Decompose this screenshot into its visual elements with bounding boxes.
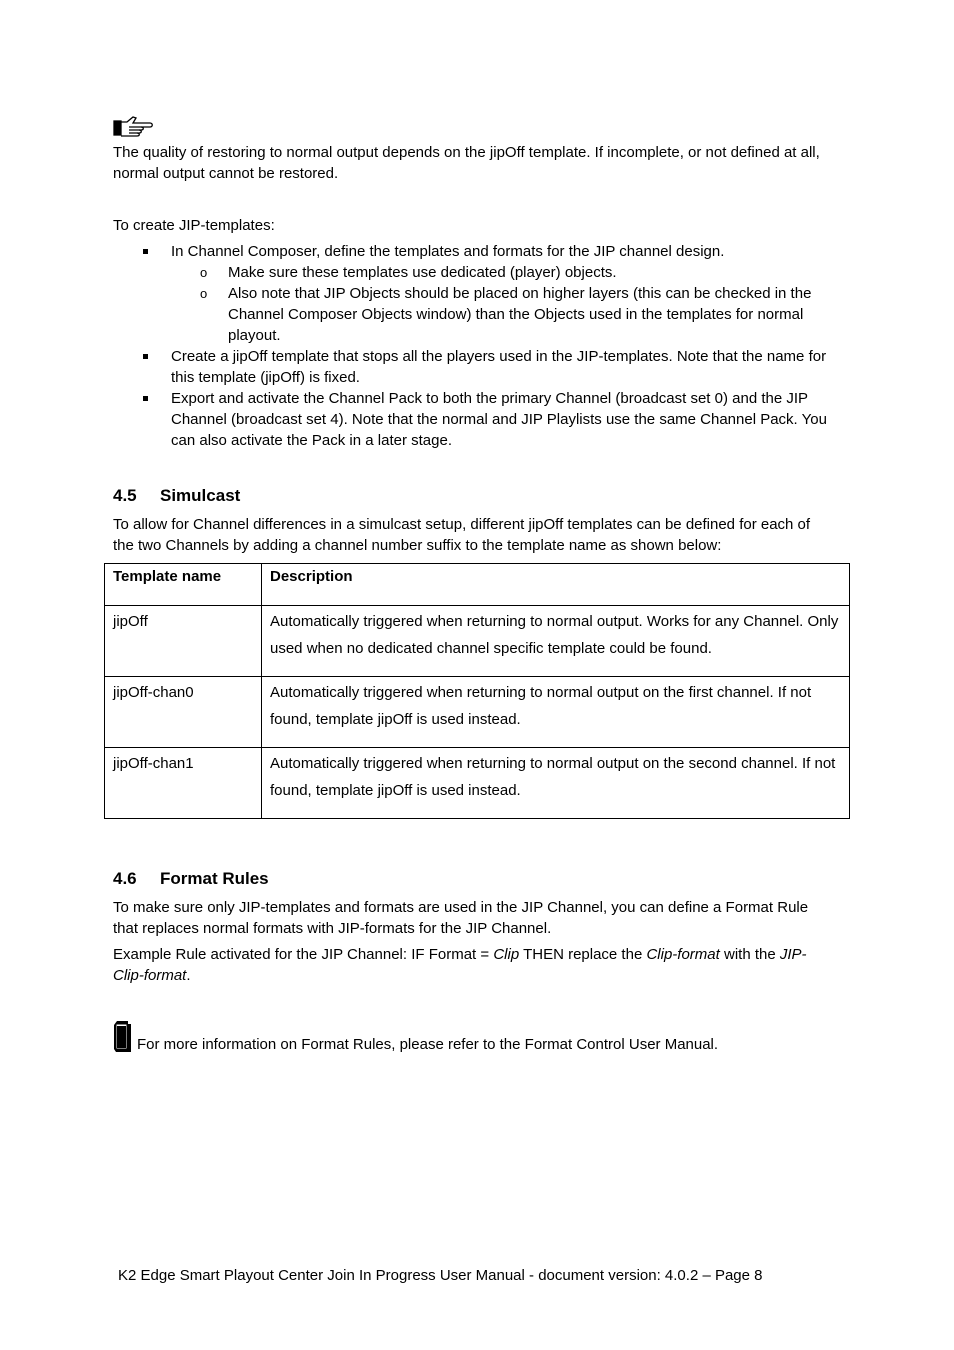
example-emphasis: JIP-Clip-format bbox=[113, 946, 807, 984]
table-cell: jipOff-chan0 bbox=[105, 677, 262, 748]
format-rules-example bbox=[113, 944, 833, 986]
column-header: Description bbox=[262, 564, 850, 606]
note-text: The quality of restoring to normal output depends on the jipOff template. If incomplete, or not defined at all, normal output cannot be restored. bbox=[113, 144, 820, 182]
template-table bbox=[104, 563, 850, 819]
example-text: . bbox=[186, 967, 191, 984]
table-cell: Automatically triggered when returning to normal output on the second channel. If not found, template jipOff is used instead. bbox=[262, 748, 850, 819]
list-item-text: In Channel Composer, define the templates and formats for the JIP channel design. bbox=[171, 243, 725, 260]
table-row bbox=[105, 677, 850, 748]
table-row bbox=[105, 748, 850, 819]
page-footer: K2 Edge Smart Playout Center Join In Progress User Manual - document version: 4.0.2 – Page 8 bbox=[118, 1267, 763, 1284]
circle-bullet-icon: o bbox=[200, 265, 208, 280]
sub-list-item bbox=[171, 283, 843, 346]
pointing-hand-icon bbox=[113, 114, 155, 138]
example-text: with the bbox=[719, 946, 780, 963]
section-title: Simulcast bbox=[160, 486, 241, 505]
section-number: 4.5 bbox=[113, 486, 137, 505]
section-number: 4.6 bbox=[113, 869, 137, 888]
table-header-row bbox=[105, 564, 850, 606]
sub-list-item bbox=[171, 262, 843, 283]
format-rules-reference: For more information on Format Rules, please refer to the Format Control User Manual. bbox=[137, 1036, 719, 1053]
table-row bbox=[105, 606, 850, 677]
section-title: Format Rules bbox=[160, 869, 269, 888]
list-item bbox=[113, 388, 843, 451]
square-bullet-icon bbox=[143, 249, 148, 254]
list-item bbox=[113, 241, 843, 346]
square-bullet-icon bbox=[143, 396, 148, 401]
square-bullet-icon bbox=[143, 354, 148, 359]
list-item-text: Export and activate the Channel Pack to both the primary Channel (broadcast set 0) and the JIP Channel (broadcast set 4). Note that the normal and JIP Playlists use the same Channel Pack. You can also activate the Pack in a later stage. bbox=[171, 390, 827, 449]
column-header: Template name bbox=[105, 564, 262, 606]
circle-bullet-icon: o bbox=[200, 286, 208, 301]
book-icon bbox=[113, 1019, 133, 1053]
example-emphasis: Clip-format bbox=[646, 946, 720, 963]
simulcast-intro: To allow for Channel differences in a simulcast setup, different jipOff templates can be defined for each of the two Channels by adding a channel number suffix to the template name as shown below: bbox=[113, 516, 811, 554]
section-heading-format-rules bbox=[113, 868, 269, 890]
table-cell: jipOff bbox=[105, 606, 262, 677]
create-steps-list bbox=[113, 241, 843, 451]
example-text: Example Rule activated for the JIP Channel: IF Format = bbox=[113, 946, 494, 963]
create-intro: To create JIP-templates: bbox=[113, 217, 275, 234]
list-item-text: Create a jipOff template that stops all the players used in the JIP-templates. Note that the name for this template (jipOff) is fixed. bbox=[171, 348, 827, 386]
table-cell: Automatically triggered when returning to normal output on the first channel. If not found, template jipOff is used instead. bbox=[262, 677, 850, 748]
table-cell: Automatically triggered when returning to normal output. Works for any Channel. Only used when no dedicated channel specific template could be found. bbox=[262, 606, 850, 677]
sub-list-item-text: Make sure these templates use dedicated (player) objects. bbox=[228, 264, 617, 281]
example-text: THEN replace the bbox=[519, 946, 647, 963]
list-item bbox=[113, 346, 843, 388]
sub-list bbox=[171, 262, 843, 346]
section-heading-simulcast bbox=[113, 485, 240, 507]
sub-list-item-text: Also note that JIP Objects should be placed on higher layers (this can be checked in the Channel Composer Objects window) than the Objects used in the templates for normal playout. bbox=[228, 285, 812, 344]
table-cell: jipOff-chan1 bbox=[105, 748, 262, 819]
example-emphasis: Clip bbox=[493, 946, 520, 963]
format-rules-intro: To make sure only JIP-templates and formats are used in the JIP Channel, you can define a Format Rule that replaces normal formats with JIP-formats for the JIP Channel. bbox=[113, 899, 809, 937]
